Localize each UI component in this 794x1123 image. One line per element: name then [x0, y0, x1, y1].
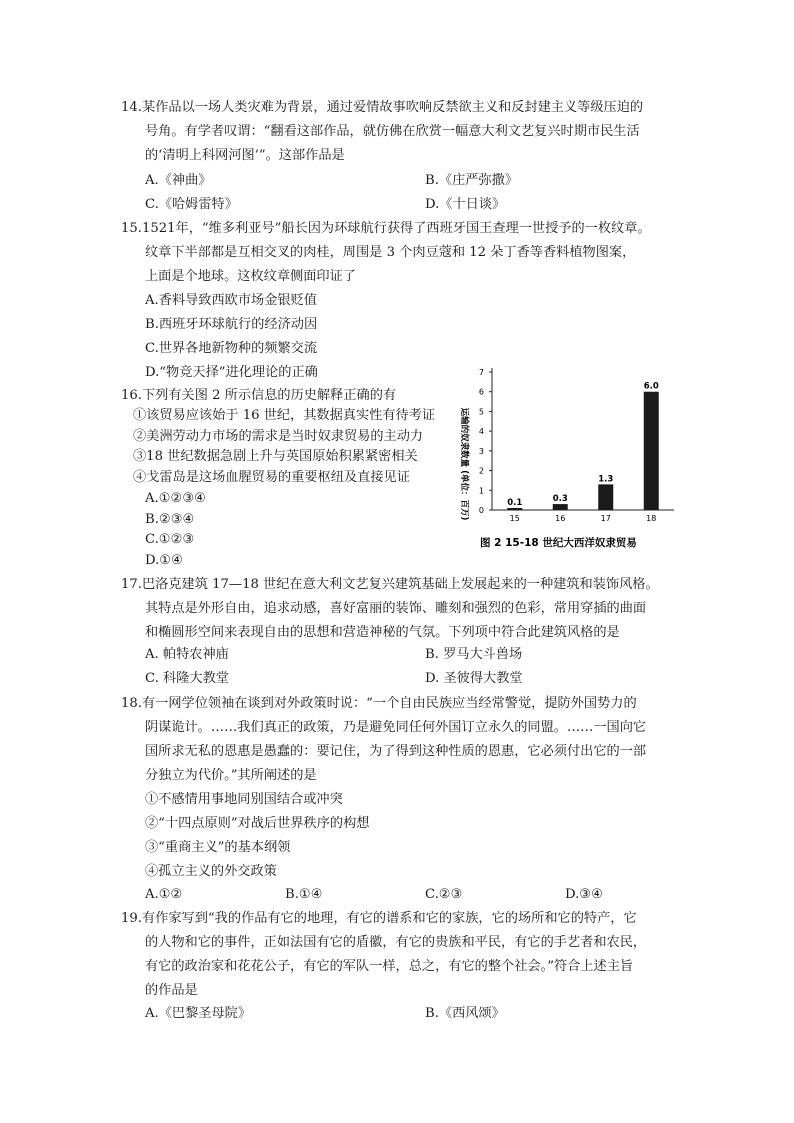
- y-tick-label: 5: [478, 407, 484, 417]
- q18-stem-line-4: 分独立为代价。”其所阐述的是: [145, 768, 317, 783]
- x-tick-label: 15: [509, 514, 520, 523]
- x-tick-label: 18: [646, 514, 657, 523]
- q16-statement-4: ④戈雷岛是这场血腥贸易的重要枢纽及直接见证: [133, 470, 410, 485]
- q19-option-a: A.《巴黎圣母院》: [145, 1006, 252, 1021]
- q15-option-d: D.“物竞天择”进化理论的正确: [145, 365, 318, 380]
- q18-item-2: ②“十四点原则”对战后世界秩序的构想: [145, 816, 370, 831]
- bar-value-label: 1.3: [598, 474, 614, 485]
- q16-stem: 16.下列有关图 2 所示信息的历史解释正确的有: [121, 388, 397, 403]
- q15-option-c: C.世界各地新物种的频繁交流: [145, 341, 318, 356]
- q16-option-d: D.①④: [145, 553, 183, 568]
- q14-option-a: A.《神曲》: [145, 173, 212, 188]
- q17-option-d: D. 圣彼得大教堂: [425, 671, 523, 686]
- q16-statement-1: ①该贸易应该始于 16 世纪，其数据真实性有待考证: [133, 408, 436, 423]
- q16-option-c: C.①②③: [145, 532, 195, 547]
- q14-stem-line-3: 的‘清明上科网河图’”。这部作品是: [145, 148, 345, 163]
- bar-value-label: 0.3: [552, 494, 568, 505]
- q15-stem-line-3: 上面是个地球。这枚纹章侧面印证了: [145, 269, 356, 284]
- q17-stem-line-2: 其特点是外形自由，追求动感，喜好富丽的装饰、雕刻和强烈的色彩，常用穿插的曲面: [145, 601, 647, 616]
- chart-y-ticks: [479, 368, 492, 515]
- q14-option-c: C.《哈姆雷特》: [145, 197, 238, 212]
- q16-statement-3: ③18 世纪数据急剧上升与英国原始积累紧密相关: [133, 449, 418, 464]
- chart-title: 图 2 15-18 世纪大西洋奴隶贸易: [480, 537, 637, 549]
- bar-15: [507, 508, 522, 510]
- q14-stem-line-1: 14.某作品以一场人类灾难为背景，通过爱情故事吹响反禁欲主义和反封建主义等级压迫的: [121, 100, 644, 115]
- y-tick-label: 6: [478, 387, 484, 397]
- q18-item-3: ③“重商主义”的基本纲领: [145, 840, 291, 855]
- q19-stem-line-2: 的人物和它的事件，正如法国有它的盾徽，有它的贵族和平民，有它的手艺者和农民，: [145, 935, 647, 950]
- y-tick-label: 7: [478, 368, 484, 377]
- q19-stem-line-1: 19.有作家写到“我的作品有它的地理，有它的谱系和它的家族，它的场所和它的特产，它: [121, 911, 637, 926]
- y-tick-label: 2: [478, 466, 484, 476]
- q18-stem-line-3: 国所求无私的恩惠是愚蠢的：要记住，为了得到这种性质的恩惠，它必须付出它的一部: [145, 744, 647, 759]
- q14-option-b: B.《庄严弥撒》: [425, 173, 519, 188]
- x-tick-label: 16: [555, 514, 566, 523]
- q19-stem-line-4: 的作品是: [145, 983, 198, 998]
- q18-stem-line-1: 18.有一网学位领袖在谈到对外政策时说：“一个自由民族应当经常警觉，提防外国势力的: [121, 696, 637, 711]
- q15-stem-line-2: 纹章下半部都是互相交叉的肉桂，周围是 3 个肉豆蔻和 12 朵丁香等香料植物图案，: [145, 245, 636, 260]
- q17-stem-line-3: 和椭圆形空间来表现自由的思想和营造神秘的气氛。下列项中符合此建筑风格的是: [145, 625, 620, 640]
- q16-option-b: B.②③④: [145, 512, 195, 527]
- q17-stem-line-1: 17.巴洛克建筑 17—18 世纪在意大利文艺复兴建筑基础上发展起来的一种建筑和装饰风格。: [121, 577, 659, 592]
- q14-option-d: D.《十日谈》: [425, 197, 506, 212]
- q15-stem-line-1: 15.1521年，“维多利亚号”船长因为环球航行获得了西班牙国王查理一世授予的一枚纹章。: [121, 221, 651, 236]
- q18-option-b: B.①④: [285, 887, 323, 902]
- y-tick-label: 3: [478, 446, 484, 456]
- q18-option-c: C.②③: [425, 887, 463, 902]
- q17-option-a: A. 帕特农神庙: [145, 647, 229, 662]
- q19-stem-line-3: 有它的政治家和花花公子，有它的军队一样，总之，有它的整个社会。”符合上述主旨: [145, 959, 634, 974]
- bar-value-label: 0.1: [507, 498, 523, 509]
- q16-option-a: A.①②③④: [145, 491, 207, 506]
- q18-option-a: A.①②: [145, 887, 183, 902]
- q18-stem-line-2: 阴谋诡计。……我们真正的政策，乃是避免同任何外国订立永久的同盟。……一国向它: [145, 720, 647, 735]
- q15-option-a: A.香料导致西欧市场金银贬值: [145, 293, 317, 308]
- x-tick-label: 17: [600, 514, 611, 523]
- bar-18: [644, 392, 659, 510]
- bar-17: [598, 484, 613, 510]
- q18-item-1: ①不感情用事地同别国结合或冲突: [145, 792, 343, 807]
- y-tick-label: 1: [478, 486, 484, 496]
- q14-stem-line-2: 号角。有学者叹谓：“翻看这部作品，就仿佛在欣赏一幅意大利文艺复兴时期市民生活: [145, 124, 640, 139]
- y-tick-label: 0: [478, 506, 484, 515]
- q16-statement-2: ②美洲劳动力市场的需求是当时奴隶贸易的主动力: [133, 429, 424, 444]
- chart-y-axis-label: 运输的奴隶数量 (单位：百万): [459, 407, 469, 521]
- q18-option-d: D.③④: [565, 887, 603, 902]
- y-tick-label: 4: [478, 427, 484, 437]
- q19-option-b: B.《西风颂》: [425, 1006, 505, 1021]
- q17-option-b: B. 罗马大斗兽场: [425, 647, 523, 662]
- bar-value-label: 6.0: [643, 381, 659, 392]
- bar-16: [553, 504, 568, 510]
- q17-option-c: C. 科隆大教堂: [145, 671, 229, 686]
- q18-item-4: ④孤立主义的外交政策: [145, 864, 277, 879]
- chart-x-ticks: [510, 514, 657, 523]
- q15-option-b: B.西班牙环球航行的经济动因: [145, 317, 318, 332]
- slave-trade-bar-chart: [452, 364, 682, 559]
- chart-bars: [507, 382, 659, 510]
